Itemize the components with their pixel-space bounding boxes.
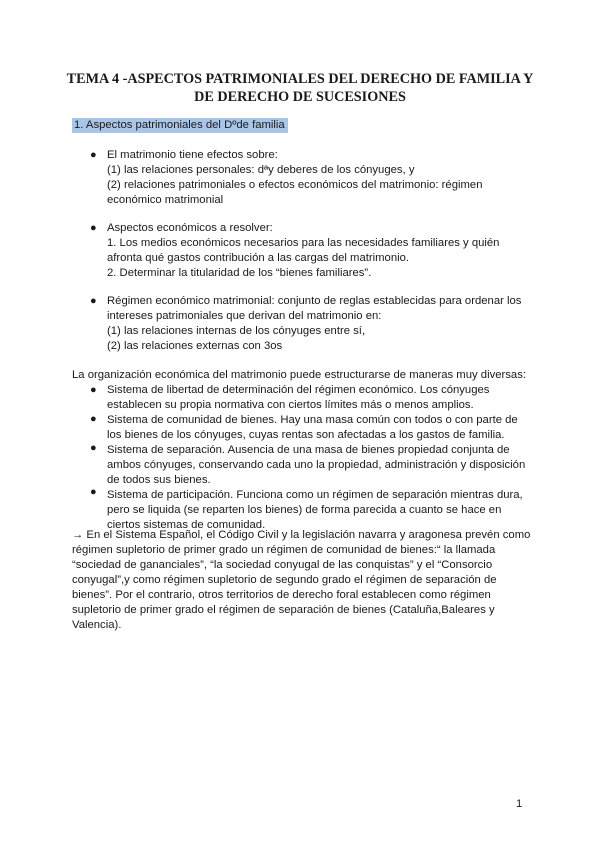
organization-intro: La organización económica del matrimonio puede estructurarse de maneras muy diversas:: [72, 369, 526, 381]
bullet-matrimonial-regime: [107, 294, 521, 354]
organization-list: [107, 383, 525, 533]
bullet-line: económico matrimonial: [107, 194, 224, 206]
bullet-line: Régimen económico matrimonial: conjunto de reglas establecidas para ordenar los: [107, 295, 522, 307]
list-item-line: establecen su propia normativa con ciertos límites más o menos amplios.: [107, 399, 474, 411]
bullet-marker: ●: [90, 295, 97, 307]
list-item: [107, 488, 525, 533]
list-item: [107, 413, 525, 443]
bullet-marker: ●: [90, 222, 97, 234]
bullet-line: 1. Los medios económicos necesarios para las necesidades familiares y quién: [107, 237, 500, 249]
list-item-line: ciertos sistemas de comunidad.: [107, 519, 266, 531]
bullet-line: Aspectos económicos a resolver:: [107, 222, 273, 234]
bullet-marker: ●: [90, 486, 97, 498]
paragraph-line: conyugal”,y como régimen supletorio de segundo grado el régimen de separación de: [72, 574, 497, 586]
bullet-line: (2) relaciones patrimoniales o efectos económicos del matrimonio: régimen: [107, 179, 483, 191]
list-item-line: ambos cónyuges, conservando cada uno la propiedad, administración y disposición: [107, 459, 526, 471]
title-line-1: TEMA 4 -ASPECTOS PATRIMONIALES DEL DERECHO DE FAMILIA Y: [66, 71, 534, 87]
bullet-marker: ●: [90, 384, 97, 396]
list-item: [107, 443, 525, 488]
paragraph-line: bienes”. Por el contrario, otros territorios de derecho foral establecen como régimen: [72, 589, 491, 601]
bullet-line: El matrimonio tiene efectos sobre:: [107, 149, 278, 161]
bullet-line: (1) las relaciones internas de los cónyuges entre sí,: [107, 325, 366, 337]
page-number: 1: [516, 798, 523, 810]
document-title: [60, 70, 540, 106]
list-item-line: los bienes de los cónyuges, cuyas rentas son afectadas a los gastos de familia.: [107, 429, 505, 441]
bullet-line: intereses patrimoniales que derivan del matrimonio en:: [107, 310, 382, 322]
list-item-line: Sistema de comunidad de bienes. Hay una masa común con todos o con parte de: [107, 414, 518, 426]
paragraph-line: régimen supletorio de primer grado un régimen de comunidad de bienes:“ la llamada: [72, 544, 496, 556]
bullet-line: (1) las relaciones personales: dªy deberes de los cónyuges, y: [107, 164, 415, 176]
list-item-line: pero se liquida (se reparten los bienes) de forma parecida a cuanto se hace en: [107, 504, 502, 516]
bullet-line: (2) las relaciones externas con 3os: [107, 340, 283, 352]
list-item-line: Sistema de participación. Funciona como un régimen de separación mientras dura,: [107, 489, 523, 501]
title-line-2: DE DERECHO DE SUCESIONES: [194, 89, 406, 105]
list-item-line: Sistema de separación. Ausencia de una masa de bienes propiedad conjunta de: [107, 444, 510, 456]
bullet-economic-aspects: [107, 221, 499, 281]
closing-paragraph: [72, 528, 530, 633]
paragraph-line: → En el Sistema Español, el Código Civil y la legislación navarra y aragonesa prevén como: [72, 529, 531, 541]
bullet-effects: [107, 148, 482, 208]
list-item: [107, 383, 525, 413]
section-heading: 1. Aspectos patrimoniales del Dºde familia: [72, 118, 288, 133]
bullet-marker: ●: [90, 413, 97, 425]
bullet-line: 2. Determinar la titularidad de los “bienes familiares”.: [107, 267, 372, 279]
bullet-marker: ●: [90, 149, 97, 161]
list-item-line: Sistema de libertad de determinación del régimen económico. Los cónyuges: [107, 384, 490, 396]
paragraph-line: “sociedad de gananciales”, “la sociedad conyugal de las conquistas” y el “Consorcio: [72, 559, 493, 571]
paragraph-line: supletorio de primer grado el régimen de separación de bienes (Cataluña,Baleares y: [72, 604, 495, 616]
bullet-line: afronta qué gastos contribución a las cargas del matrimonio.: [107, 252, 410, 264]
list-item-line: de todos sus bienes.: [107, 474, 211, 486]
bullet-marker: ●: [90, 442, 97, 454]
paragraph-line: Valencia).: [72, 619, 122, 631]
